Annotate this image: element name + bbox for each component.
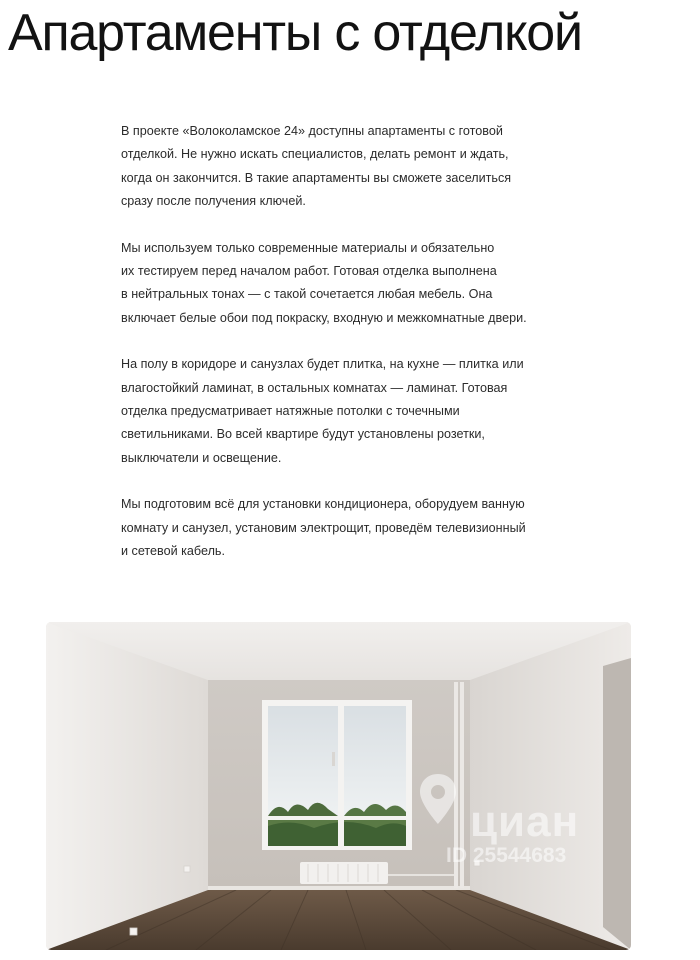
- room-illustration: [46, 622, 631, 950]
- cian-logo-icon: [418, 772, 458, 826]
- text-line: в нейтральных тонах — с такой сочетается любая мебель. Она: [121, 287, 493, 302]
- paragraph-1: [121, 120, 561, 214]
- text-line: когда он закончится. В такие апартаменты вы сможете заселиться: [121, 170, 512, 185]
- text-line: Мы используем только современные материалы и обязательно: [121, 240, 495, 255]
- text-line: включает белые обои под покраску, входную и межкомнатные двери.: [121, 310, 527, 325]
- watermark-id: ID 25544683: [446, 844, 567, 867]
- text-line: Мы подготовим всё для установки кондиционера, оборудуем ванную: [121, 497, 525, 512]
- paragraph-4: [121, 493, 561, 563]
- page-title: Апартаменты с отделкой: [8, 4, 582, 62]
- text-line: выключатели и освещение.: [121, 450, 282, 465]
- watermark-brand: циан: [470, 797, 580, 846]
- text-line: отделка предусматривает натяжные потолки с точечными: [121, 404, 460, 419]
- text-line: и сетевой кабель.: [121, 544, 225, 559]
- article-body: [121, 120, 561, 587]
- text-line: комнату и санузел, установим электрощит, проведём телевизионный: [121, 520, 526, 535]
- text-line: их тестируем перед началом работ. Готовая отделка выполнена: [121, 264, 497, 279]
- text-line: В проекте «Волоколамское 24» доступны апартаменты с готовой: [121, 124, 503, 138]
- room-photo: [46, 622, 631, 950]
- paragraph-2: [121, 237, 561, 331]
- text-line: отделкой. Не нужно искать специалистов, делать ремонт и ждать,: [121, 147, 509, 162]
- text-line: влагостойкий ламинат, в остальных комнатах — ламинат. Готовая: [121, 380, 508, 395]
- text-line: На полу в коридоре и санузлах будет плитка, на кухне — плитка или: [121, 357, 524, 372]
- text-line: светильниками. Во всей квартире будут установлены розетки,: [121, 427, 485, 442]
- paragraph-3: [121, 353, 561, 470]
- text-line: сразу после получения ключей.: [121, 194, 306, 209]
